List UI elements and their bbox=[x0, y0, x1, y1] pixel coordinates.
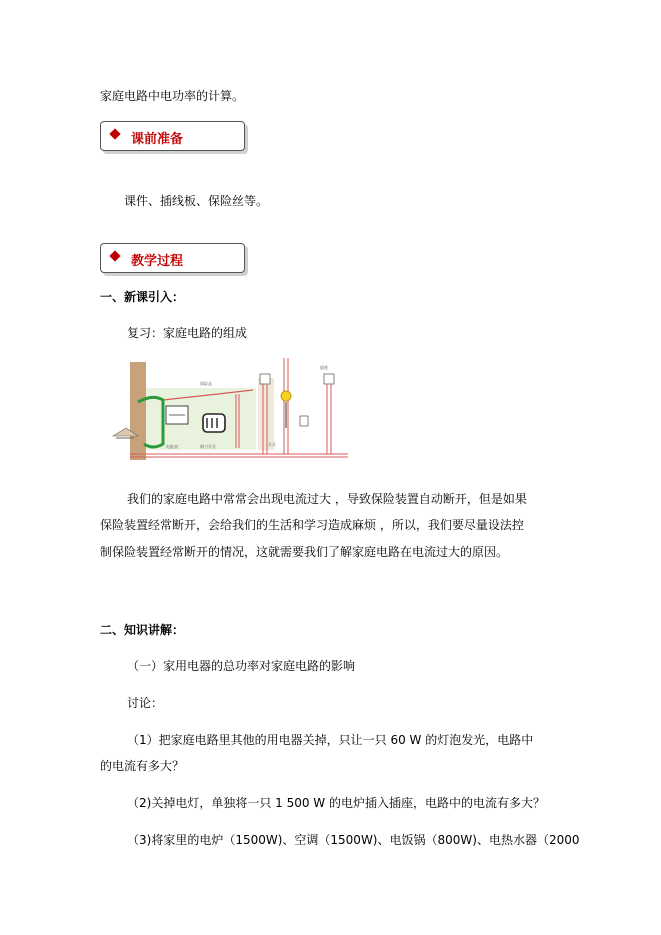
intro-line: 家庭电路中电功率的计算。 bbox=[100, 89, 245, 103]
label-socket: 插座 bbox=[320, 365, 328, 370]
home-circuit-illustration bbox=[108, 358, 358, 468]
part1-heading: 一、新课引入： bbox=[100, 290, 185, 304]
question-2: （2)关掉电灯，单独将一只 1 500 W 的电炉插入插座，电路中的电流有多大？ bbox=[127, 796, 545, 810]
wall-panel bbox=[258, 378, 274, 450]
wall-switch-icon bbox=[300, 416, 308, 426]
part2-heading: 二、知识讲解： bbox=[100, 623, 185, 637]
discuss-label: 讨论： bbox=[127, 696, 164, 710]
label-switch: 闸刀开关 bbox=[200, 444, 216, 449]
bulb-icon bbox=[281, 391, 291, 401]
para-line-3: 制保险装置经常断开的情况，这就需要我们了解家庭电路在电流过大的原因。 bbox=[100, 545, 509, 559]
socket-icon bbox=[324, 374, 334, 384]
question-1-line-1: （1）把家庭电路里其他的用电器关掉，只让一只 60 W 的灯泡发光，电路中 bbox=[127, 733, 534, 747]
question-3: （3)将家里的电炉（1500W)、空调（1500W)、电饭锅（800W)、电热水器（2000 bbox=[127, 833, 580, 847]
para-line-2: 保险装置经常断开，会给我们的生活和学习造成麻烦 ，所以，我们要尽量设法控 bbox=[100, 518, 524, 532]
label-wall-switch: 开关 bbox=[268, 442, 276, 447]
question-1-line-2: 的电流有多大？ bbox=[100, 759, 185, 773]
prep-text: 课件、插线板、保险丝等。 bbox=[124, 194, 269, 208]
label-fuse: 保险盒 bbox=[200, 381, 212, 386]
diamond-icon bbox=[109, 128, 120, 139]
diamond-icon bbox=[109, 250, 120, 261]
bottom-wires bbox=[130, 454, 348, 457]
section-title-prep: 课前准备 bbox=[131, 132, 184, 147]
section-box-process bbox=[100, 243, 245, 273]
para-line-1: 我们的家庭电路中常常会出现电流过大 ，导致保险装置自动断开，但是如果 bbox=[127, 492, 527, 506]
socket-icon bbox=[260, 374, 270, 384]
section-title-process: 教学过程 bbox=[131, 254, 184, 269]
review-line: 复习：家庭电路的组成 bbox=[127, 326, 248, 340]
subsection-1: （一）家用电器的总功率对家庭电路的影响 bbox=[127, 659, 356, 673]
label-meter: 电能表 bbox=[166, 444, 178, 449]
section-box-prep bbox=[100, 121, 245, 151]
